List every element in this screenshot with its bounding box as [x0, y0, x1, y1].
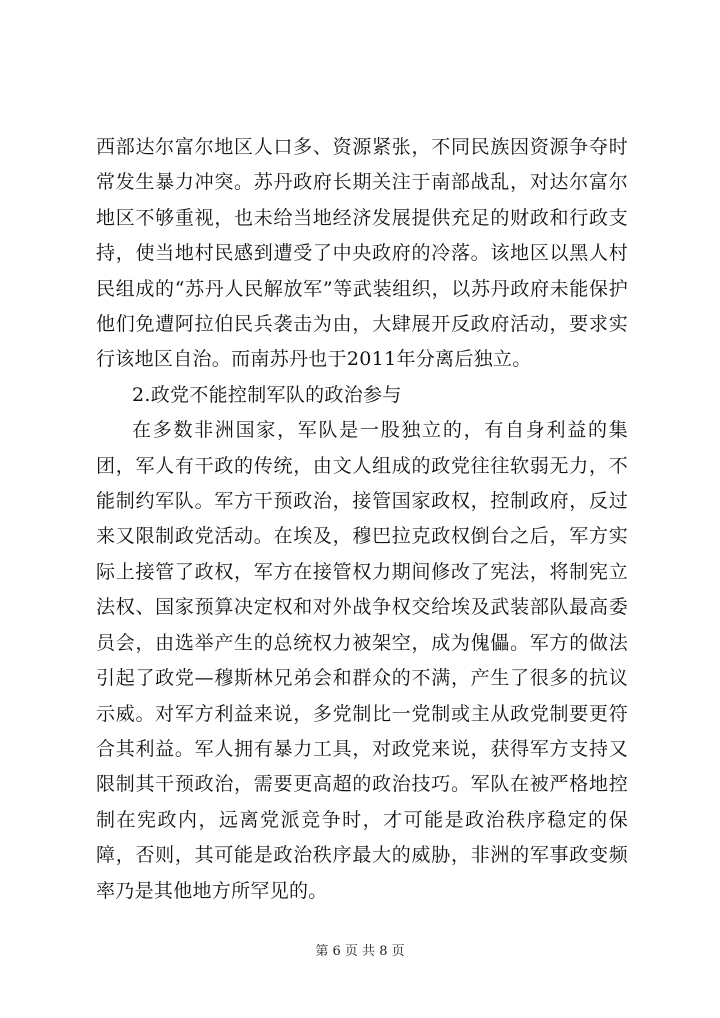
- section-heading-military: 2.政党不能控制军队的政治参与: [132, 383, 402, 406]
- page-number-label: 第 6 页 共 8 页: [315, 944, 405, 959]
- page-footer: [0, 940, 720, 959]
- paragraph-darfur: 西部达尔富尔地区人口多、资源紧张，不同民族因资源争夺时常发生暴力冲突。苏丹政府长期关注于南部战乱，对达尔富尔地区不够重视，也未给当地经济发展提供充足的财政和行政支持，使当地村民感到遭受了中央政府的冷落。该地区以黑人村民组成的“苏丹人民解放军”等武装组织，以苏丹政府未能保护他们免遭阿拉伯民兵袭击为由，大肆展开反政府活动，要求实行该地区自治。而南苏丹也于2011年分离后独立。: [96, 136, 628, 371]
- document-body: [96, 130, 628, 909]
- paragraph-military: 在多数非洲国家，军队是一股独立的，有自身利益的集团，军人有干政的传统，由文人组成的政党往往软弱无力，不能制约军队。军方干预政治，接管国家政权，控制政府，反过来又限制政党活动。在埃及，穆巴拉克政权倒台之后，军方实际上接管了政权，军方在接管权力期间修改了宪法，将制宪立法权、国家预算决定权和对外战争权交给埃及武装部队最高委员会，由选举产生的总统权力被架空，成为傀儡。军方的做法引起了政党—穆斯林兄弟会和群众的不满，产生了很多的抗议示威。对军方利益来说，多党制比一党制或主从政党制要更符合其利益。军人拥有暴力工具，对政党来说，获得军方支持又限制其干预政治，需要更高超的政治技巧。军队在被严格地控制在宪政内，远离党派竞争时，才可能是政治秩序稳定的保障，否则，其可能是政治秩序最大的威胁，非洲的军事政变频率乃是其他地方所罕见的。: [96, 419, 628, 902]
